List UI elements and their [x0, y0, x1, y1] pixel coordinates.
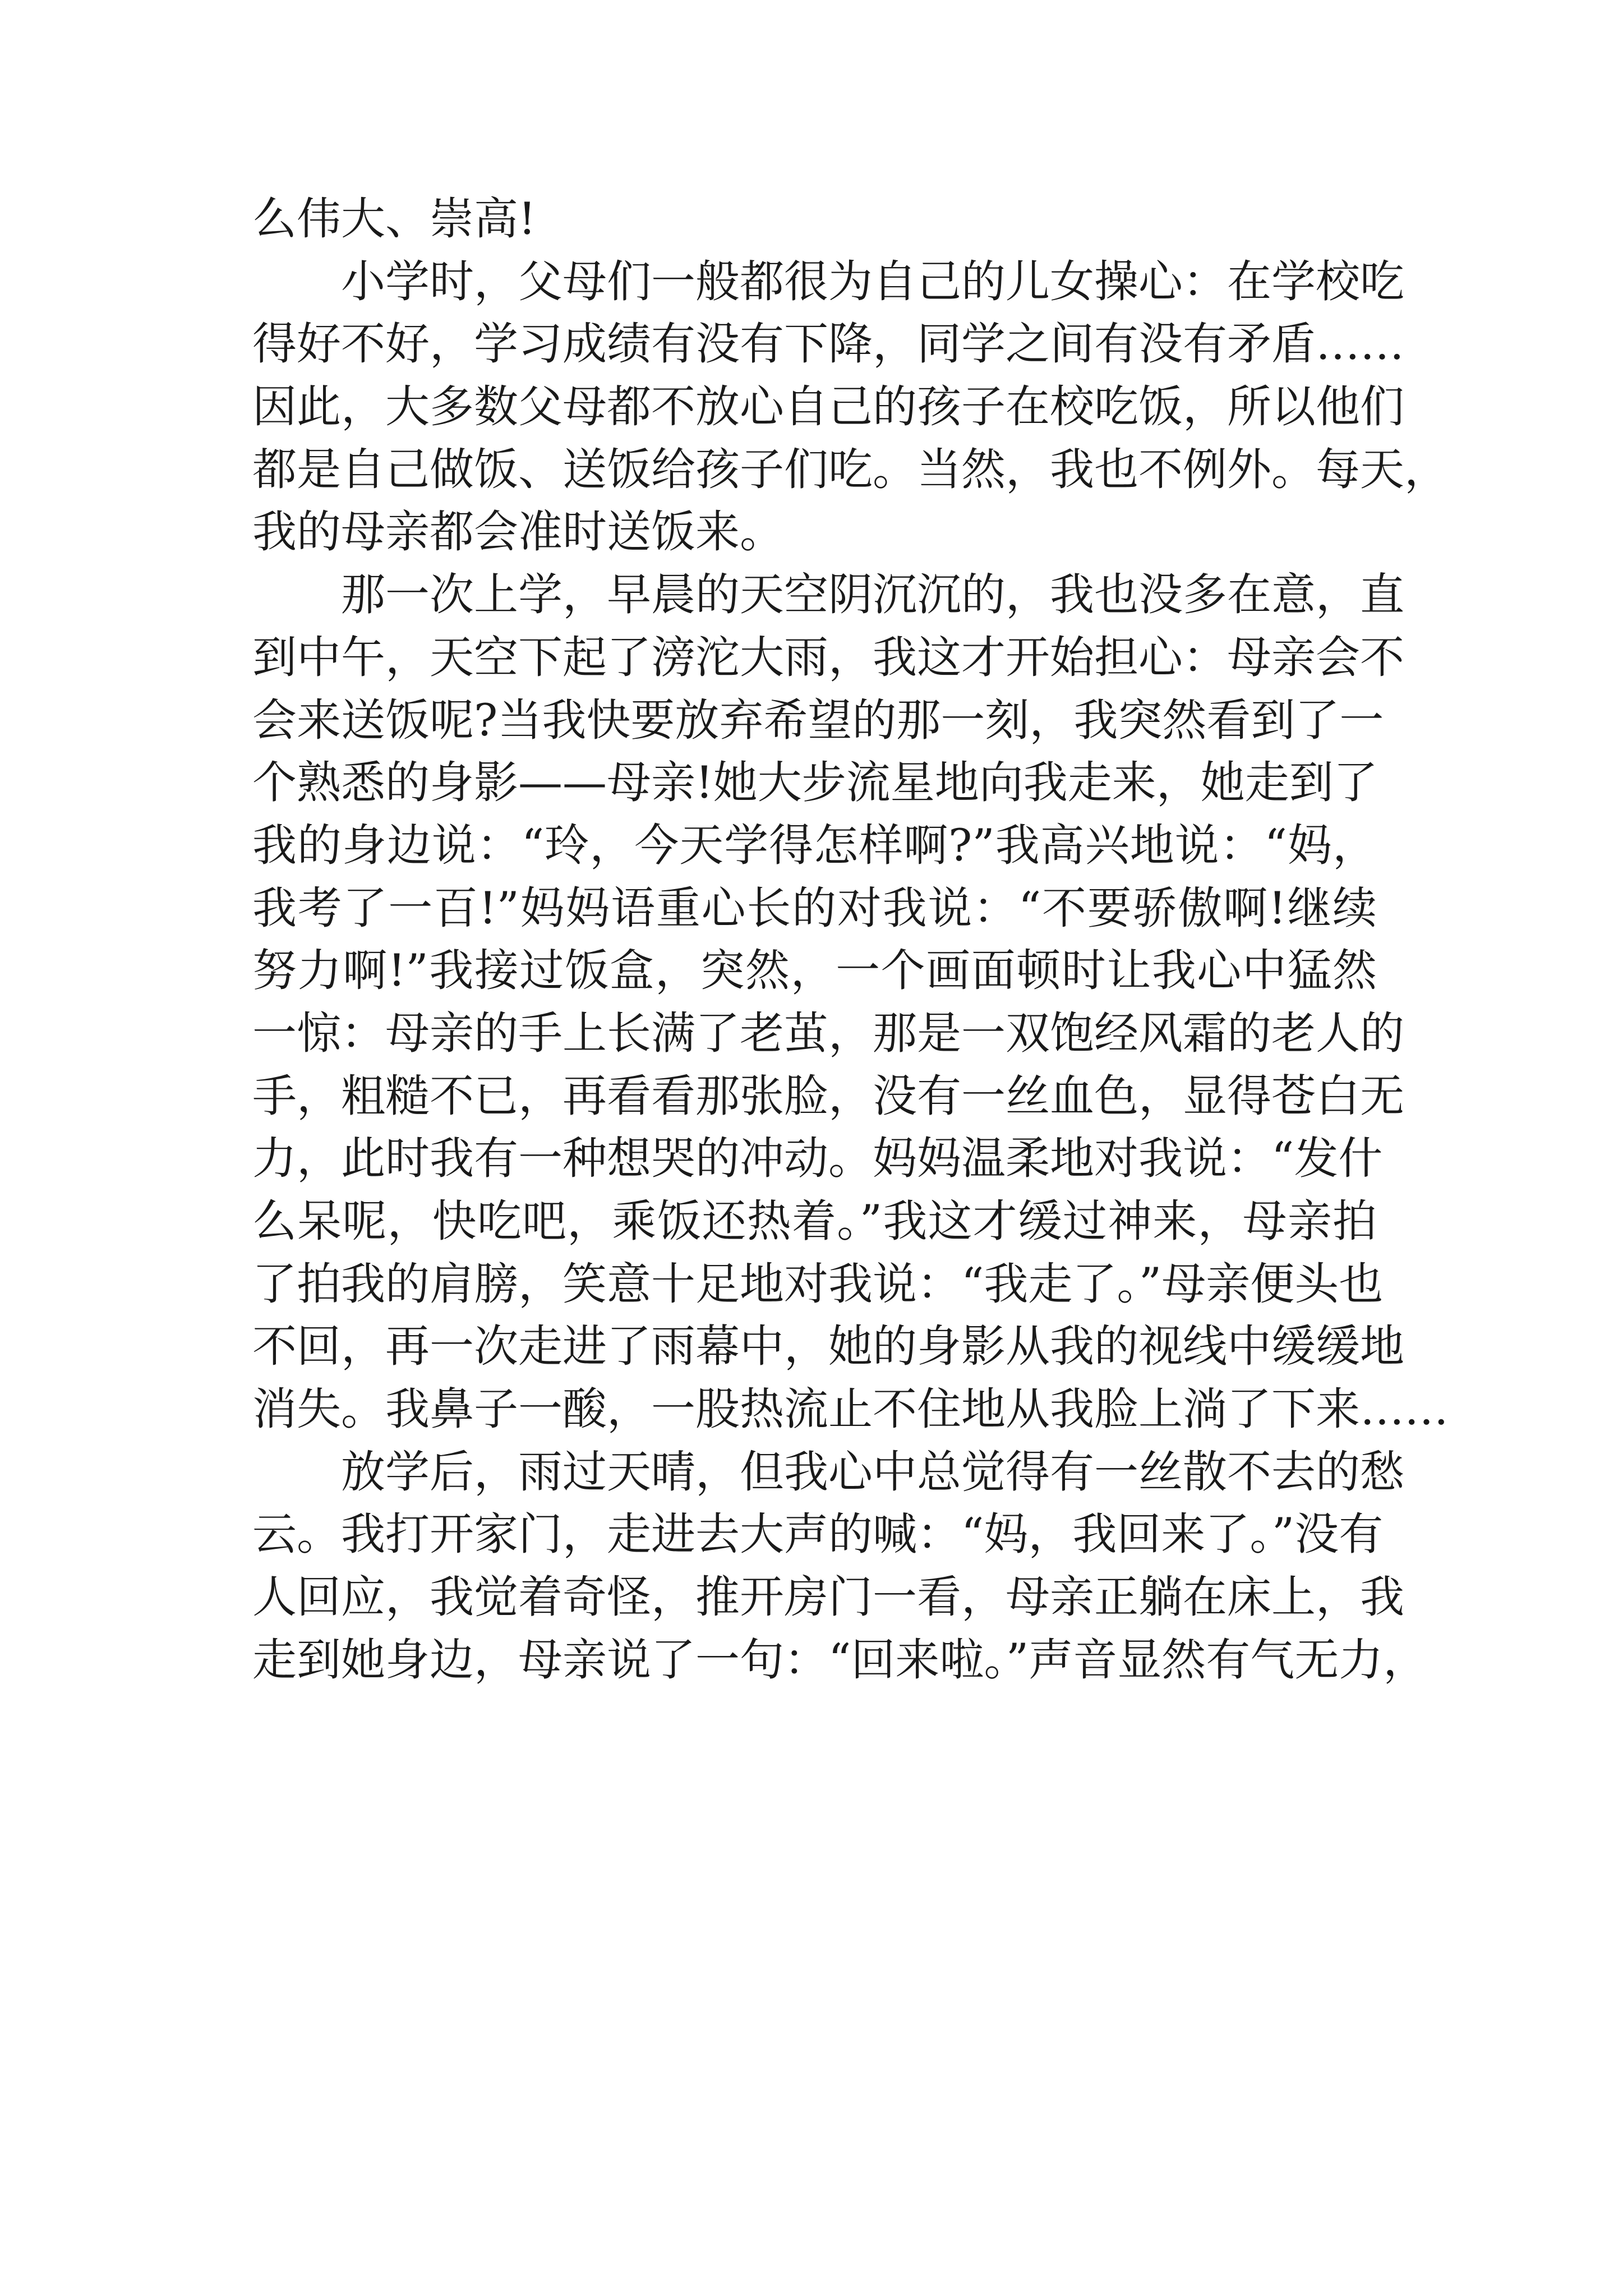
- text-line: 因此，大多数父母都不放心自己的孩子在校吃饭，所以他们: [252, 381, 1404, 433]
- text-line: 都是自己做饭、送饭给孩子们吃。当然，我也不例外。每天，: [252, 443, 1449, 495]
- text-line: 一惊：母亲的手上长满了老茧，那是一双饱经风霜的老人的: [252, 1007, 1404, 1059]
- essay-body: [252, 188, 1449, 1692]
- text-line: 我的母亲都会准时送饭来。: [252, 506, 784, 558]
- text-line: 力，此时我有一种想哭的冲动。妈妈温柔地对我说：“发什: [252, 1133, 1383, 1185]
- text-line: 得好不好，学习成绩有没有下降，同学之间有没有矛盾……: [252, 318, 1404, 370]
- text-line: 不回，再一次走进了雨幕中，她的身影从我的视线中缓缓地: [252, 1320, 1404, 1373]
- text-line: 手，粗糙不已，再看看那张脸，没有一丝血色，显得苍白无: [252, 1070, 1404, 1122]
- text-line: 了拍我的肩膀，笑意十足地对我说：“我走了。”母亲便头也: [252, 1258, 1384, 1310]
- text-line: 努力啊!”我接过饭盒，突然，一个画面顿时让我心中猛然: [252, 945, 1377, 997]
- paragraph-first-line: 小学时，父母们一般都很为自己的儿女操心：在学校吃: [341, 255, 1404, 307]
- text-line: 我考了一百!”妈妈语重心长的对我说：“不要骄傲啊!继续: [252, 882, 1377, 934]
- text-line: 个熟悉的身影——母亲!她大步流星地向我走来，她走到了: [252, 757, 1378, 809]
- text-line: 会来送饭呢?当我快要放弃希望的那一刻，我突然看到了一: [252, 694, 1384, 746]
- text-line: 我的身边说：“玲，今天学得怎样啊?”我高兴地说：“妈，: [252, 819, 1377, 871]
- text-line: 到中午，天空下起了滂沱大雨，我这才开始担心：母亲会不: [252, 631, 1404, 683]
- text-line: 么呆呢，快吃吧，乘饭还热着。”我这才缓过神来，母亲拍: [252, 1195, 1377, 1247]
- text-line: 云。我打开家门，走进去大声的喊：“妈，我回来了。”没有: [252, 1508, 1384, 1561]
- text-line: 走到她身边，母亲说了一句：“回来啦。”声音显然有气无力，: [252, 1634, 1428, 1686]
- text-line: 消失。我鼻子一酸，一股热流止不住地从我脸上淌了下来……: [252, 1383, 1449, 1435]
- paragraph-first-line: 放学后，雨过天晴，但我心中总觉得有一丝散不去的愁: [341, 1446, 1404, 1498]
- text-line: 人回应，我觉着奇怪，推开房门一看，母亲正躺在床上，我: [252, 1571, 1404, 1623]
- text-line: 么伟大、崇高!: [252, 193, 536, 245]
- paragraph-first-line: 那一次上学，早晨的天空阴沉沉的，我也没多在意，直: [341, 569, 1404, 621]
